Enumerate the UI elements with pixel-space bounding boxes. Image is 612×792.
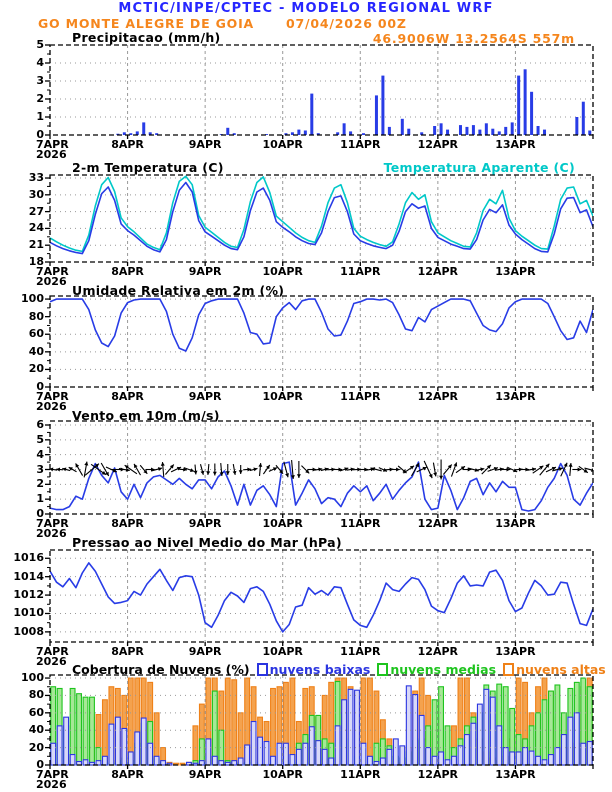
y-tick-label: 3: [36, 74, 44, 87]
x-day-label: 10APR: [262, 645, 303, 658]
x-day-label: 8APR: [111, 517, 144, 530]
x-day-label: 7APR: [36, 768, 69, 781]
x-day-label: 12APR: [417, 517, 459, 530]
x-day-label: 12APR: [417, 645, 459, 658]
y-tick-label: 6: [36, 418, 44, 431]
legend-item-high-clouds: [503, 662, 606, 677]
x-day-label: 10APR: [262, 265, 303, 278]
y-tick-label: 0: [36, 380, 44, 393]
x-day-label: 7APR: [36, 265, 69, 278]
y-tick-label: 5: [36, 38, 44, 51]
y-tick-label: 0: [36, 758, 44, 771]
x-day-label: 11APR: [340, 390, 381, 403]
legend-item-low-clouds: [257, 662, 371, 677]
y-tick-label: 1: [36, 110, 44, 123]
x-day-label: 13APR: [495, 645, 536, 658]
x-day-label: 9APR: [188, 645, 222, 658]
y-tick-label: 60: [28, 705, 44, 719]
y-tick-label: 1012: [13, 588, 44, 602]
x-year-label: 2026: [36, 527, 67, 540]
y-tick-label: 100: [21, 292, 44, 306]
panel-pressure-title: Pressao ao Nivel Medio do Mar (hPa): [72, 535, 342, 550]
x-day-label: 13APR: [495, 265, 536, 278]
x-day-label: 13APR: [495, 768, 536, 781]
legend-item-mid-clouds: [377, 662, 496, 677]
x-day-label: 10APR: [262, 768, 303, 781]
x-day-label: 9APR: [188, 517, 222, 530]
y-tick-label: 21: [28, 238, 44, 252]
x-day-label: 9APR: [188, 390, 222, 403]
x-day-label: 11APR: [340, 265, 381, 278]
x-day-label: 10APR: [262, 517, 303, 530]
x-day-label: 8APR: [111, 138, 144, 151]
y-tick-label: 80: [28, 688, 44, 702]
x-day-label: 9APR: [188, 265, 222, 278]
x-day-label: 12APR: [417, 265, 459, 278]
x-day-label: 11APR: [340, 768, 381, 781]
y-tick-label: 20: [28, 362, 44, 376]
panel-temperature-title: 2-m Temperatura (C): [72, 160, 224, 175]
x-day-label: 12APR: [417, 768, 459, 781]
y-tick-label: 4: [36, 447, 44, 461]
y-tick-label: 80: [28, 309, 44, 323]
mid-clouds-swatch-icon: [377, 663, 388, 676]
y-tick-label: 2: [36, 477, 44, 491]
x-year-label: 2026: [36, 400, 67, 413]
y-tick-label: 2: [36, 92, 44, 105]
x-day-label: 11APR: [340, 138, 381, 151]
panel-cloud-title: Cobertura de Nuvens (%): [72, 662, 250, 677]
y-tick-label: 1008: [13, 624, 44, 638]
x-day-label: 8APR: [111, 265, 144, 278]
y-tick-label: 1014: [13, 569, 44, 583]
station-coordinates: 46.9006W 13.2564S 557m: [372, 31, 575, 46]
x-day-label: 10APR: [262, 390, 303, 403]
y-tick-label: 60: [28, 327, 44, 341]
x-year-label: 2026: [36, 655, 67, 668]
panel-precipitation-title: Precipitacao (mm/h): [72, 30, 221, 45]
y-tick-label: 1016: [13, 551, 44, 565]
x-day-label: 13APR: [495, 138, 536, 151]
x-year-label: 2026: [36, 148, 67, 161]
high-clouds-swatch-icon: [503, 663, 514, 676]
cloud-panel-header: [72, 662, 606, 677]
x-year-label: 2026: [36, 275, 67, 288]
model-title: MCTIC/INPE/CPTEC - MODELO REGIONAL WRF: [118, 1, 494, 16]
y-tick-label: 24: [28, 221, 44, 235]
x-day-label: 7APR: [36, 517, 69, 530]
x-day-label: 10APR: [262, 138, 303, 151]
x-day-label: 13APR: [495, 517, 536, 530]
x-day-label: 7APR: [36, 138, 69, 151]
x-day-label: 8APR: [111, 645, 144, 658]
y-tick-label: 0: [36, 128, 44, 141]
x-day-label: 8APR: [111, 390, 144, 403]
y-tick-label: 33: [28, 171, 44, 185]
panel-apparent-temperature-title: Temperatura Aparente (C): [383, 160, 575, 175]
y-tick-label: 100: [21, 671, 44, 685]
x-day-label: 7APR: [36, 645, 69, 658]
y-tick-label: 0: [36, 507, 44, 520]
legend-label-mid-clouds: nuvens medias: [390, 662, 497, 677]
y-tick-label: 30: [28, 187, 44, 201]
x-day-label: 7APR: [36, 390, 69, 403]
x-day-label: 11APR: [340, 517, 381, 530]
low-clouds-swatch-icon: [257, 663, 268, 676]
panel-wind-title: Vento em 10m (m/s): [72, 408, 220, 423]
x-day-label: 9APR: [188, 138, 222, 151]
panel-humidity-title: Umidade Relativa em 2m (%): [72, 283, 285, 298]
x-day-label: 13APR: [495, 390, 536, 403]
y-tick-label: 1: [36, 492, 44, 506]
y-tick-label: 1010: [13, 606, 44, 620]
y-tick-label: 40: [28, 344, 44, 358]
station-name: GO MONTE ALEGRE DE GOIA: [38, 16, 255, 31]
y-tick-label: 3: [36, 462, 44, 476]
y-tick-label: 27: [28, 204, 44, 218]
x-day-label: 9APR: [188, 768, 222, 781]
x-day-label: 12APR: [417, 390, 459, 403]
y-tick-label: 5: [36, 432, 44, 446]
x-day-label: 12APR: [417, 138, 459, 151]
x-day-label: 11APR: [340, 645, 381, 658]
run-datetime: 07/04/2026 00Z: [286, 16, 407, 31]
x-day-label: 8APR: [111, 768, 144, 781]
y-tick-label: 18: [28, 255, 44, 268]
y-tick-label: 40: [28, 723, 44, 737]
y-tick-label: 4: [36, 56, 44, 69]
x-year-label: 2026: [36, 778, 67, 791]
legend-label-low-clouds: nuvens baixas: [269, 662, 371, 677]
y-tick-label: 20: [28, 740, 44, 754]
legend-label-high-clouds: nuvens altas: [516, 662, 606, 677]
